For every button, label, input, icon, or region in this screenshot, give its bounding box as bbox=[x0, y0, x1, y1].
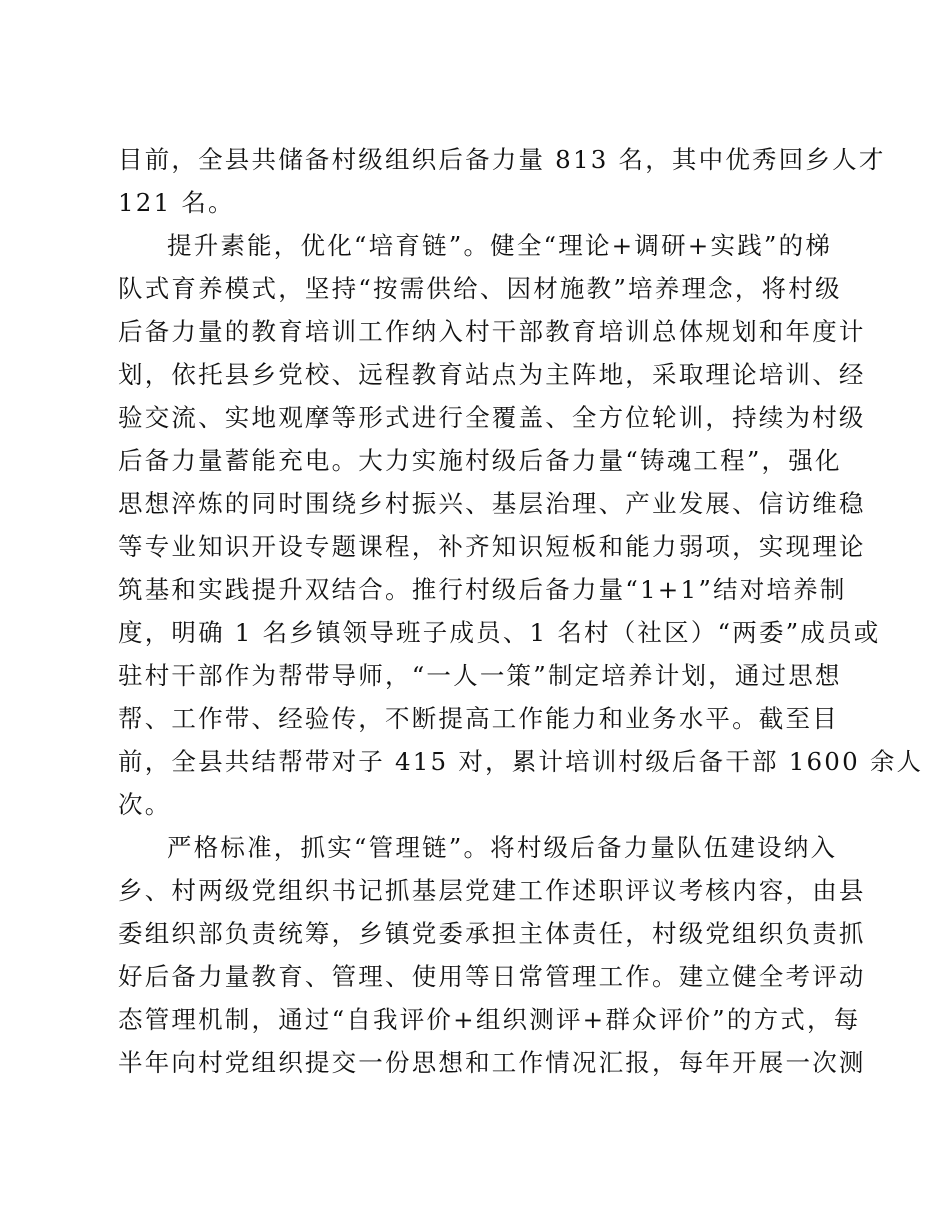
text-line: 目前，全县共储备村级组织后备力量 813 名，其中优秀回乡人才 bbox=[118, 145, 886, 174]
text-line: 思想淬炼的同时围绕乡村振兴、基层治理、产业发展、信访维稳 bbox=[118, 489, 866, 518]
paragraph-start-line: 提升素能，优化“培育链”。健全“理论+调研+实践”的梯 bbox=[167, 231, 833, 260]
text-line: 前，全县共结帮带对子 415 对，累计培训村级后备干部 1600 余人 bbox=[118, 747, 924, 776]
text-line: 委组织部负责统筹，乡镇党委承担主体责任，村级党组织负责抓 bbox=[118, 919, 866, 948]
text-line: 次。 bbox=[118, 790, 172, 819]
text-line: 121 名。 bbox=[118, 188, 235, 217]
text-line: 态管理机制，通过“自我评价+组织测评+群众评价”的方式，每 bbox=[118, 1005, 861, 1034]
text-line: 度，明确 1 名乡镇领导班子成员、1 名村（社区）“两委”成员或 bbox=[118, 618, 881, 647]
body-text bbox=[118, 138, 924, 1084]
text-line: 等专业知识开设专题课程，补齐知识短板和能力弱项，实现理论 bbox=[118, 532, 866, 561]
text-line: 后备力量蓄能充电。大力实施村级后备力量“铸魂工程”，强化 bbox=[118, 446, 842, 475]
paragraph-start-line: 严格标准，抓实“管理链”。将村级后备力量队伍建设纳入 bbox=[167, 833, 838, 862]
text-line: 好后备力量教育、管理、使用等日常管理工作。建立健全考评动 bbox=[118, 962, 866, 991]
text-line: 后备力量的教育培训工作纳入村干部教育培训总体规划和年度计 bbox=[118, 317, 866, 346]
text-line: 验交流、实地观摩等形式进行全覆盖、全方位轮训，持续为村级 bbox=[118, 403, 866, 432]
text-line: 半年向村党组织提交一份思想和工作情况汇报，每年开展一次测 bbox=[118, 1048, 866, 1077]
text-line: 划，依托县乡党校、远程教育站点为主阵地，采取理论培训、经 bbox=[118, 360, 866, 389]
text-line: 帮、工作带、经验传，不断提高工作能力和业务水平。截至目 bbox=[118, 704, 839, 733]
text-line: 队式育养模式，坚持“按需供给、因材施教”培养理念，将村级 bbox=[118, 274, 842, 303]
text-line: 驻村干部作为帮带导师，“一人一策”制定培养计划，通过思想 bbox=[118, 661, 842, 690]
text-line: 筑基和实践提升双结合。推行村级后备力量“1+1”结对培养制 bbox=[118, 575, 847, 604]
text-line: 乡、村两级党组织书记抓基层党建工作述职评议考核内容，由县 bbox=[118, 876, 866, 905]
